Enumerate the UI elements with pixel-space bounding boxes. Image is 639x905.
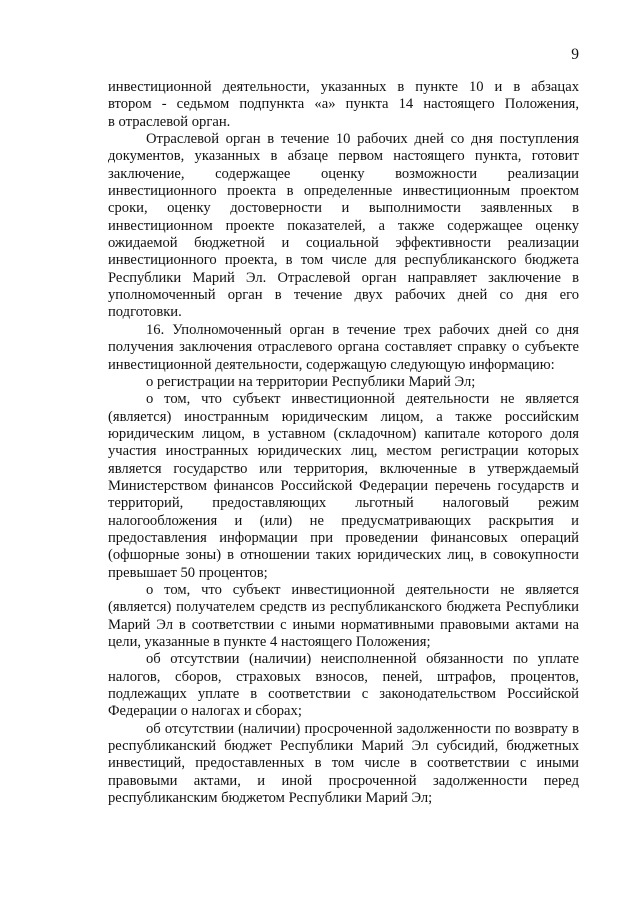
text-line: втором - седьмом подпункта «а» пункта 14 настоящего Положения,: [108, 96, 579, 113]
document-body: [108, 79, 579, 807]
page-number: 9: [571, 46, 579, 63]
paragraph-registration: о регистрации на территории Республики Марий Эл;: [146, 373, 476, 390]
paragraph-tax-obligations: об отсутствии (наличии) неисполненной обязанности по уплате налогов, сборов, страховых взносов, пеней, штрафов, процентов, подлежащих уплате в соответствии с законодательством Российской Федерации о налогах и сборах;: [108, 651, 579, 720]
paragraph-sectoral-body: Отраслевой орган в течение 10 рабочих дней со дня поступления документов, указанных в абзаце первом настоящего пункта, готовит заключение, содержащее оценку возможности реализации инвестиционного проекта в определенные инвестиционным проектом сроки, оценку достоверности и выполнимости заявленных в инвестиционном проекте показателей, а также содержащее оценку ожидаемой бюджетной и социальной эффективности реализации инвестиционного проекта, в том числе для республиканского бюджета Республики Марий Эл. Отраслевой орган направляет заключение в уполномоченный орган в течение двух рабочих дней со дня его подготовки.: [108, 131, 579, 321]
paragraph-budget-recipient: о том, что субъект инвестиционной деятельности не является (является) получателем средств из республиканского бюджета Республики Марий Эл в соответствии с иными нормативными правовыми актами на цели, указанные в пункте 4 настоящего Положения;: [108, 581, 579, 650]
paragraph-foreign-entity: о том, что субъект инвестиционной деятельности не является (является) иностранным юридическим лицом, а также российским юридическим лицом, в уставном (складочном) капитале которого доля участия иностранных юридических лиц, местом регистрации которых является государство или территория, включенные в утверждаемый Министерством финансов Российской Федерации перечень государств и территорий, предоставляющих льготный налоговый режим налогообложения и (или) не предусматривающих раскрытия и предоставления информации при проведении финансовых операций (офшорные зоны) в отношении таких юридических лиц, в совокупности превышает 50 процентов;: [108, 391, 579, 581]
paragraph-overdue-debt: об отсутствии (наличии) просроченной задолженности по возврату в республиканский бюджет Республики Марий Эл субсидий, бюджетных инвестиций, предоставленных в том числе в соответствии с иными правовыми актами, и иной просроченной задолженности перед республиканским бюджетом Республики Марий Эл;: [108, 720, 579, 807]
text-line: инвестиционной деятельности, указанных в пункте 10 и в абзацах: [108, 79, 579, 95]
text-line: в отраслевой орган.: [108, 113, 231, 130]
paragraph-item-16: 16. Уполномоченный орган в течение трех рабочих дней со дня получения заключения отраслевого органа составляет справку о субъекте инвестиционной деятельности, содержащую следующую информацию:: [108, 321, 579, 373]
paragraph-intro: [108, 79, 579, 131]
